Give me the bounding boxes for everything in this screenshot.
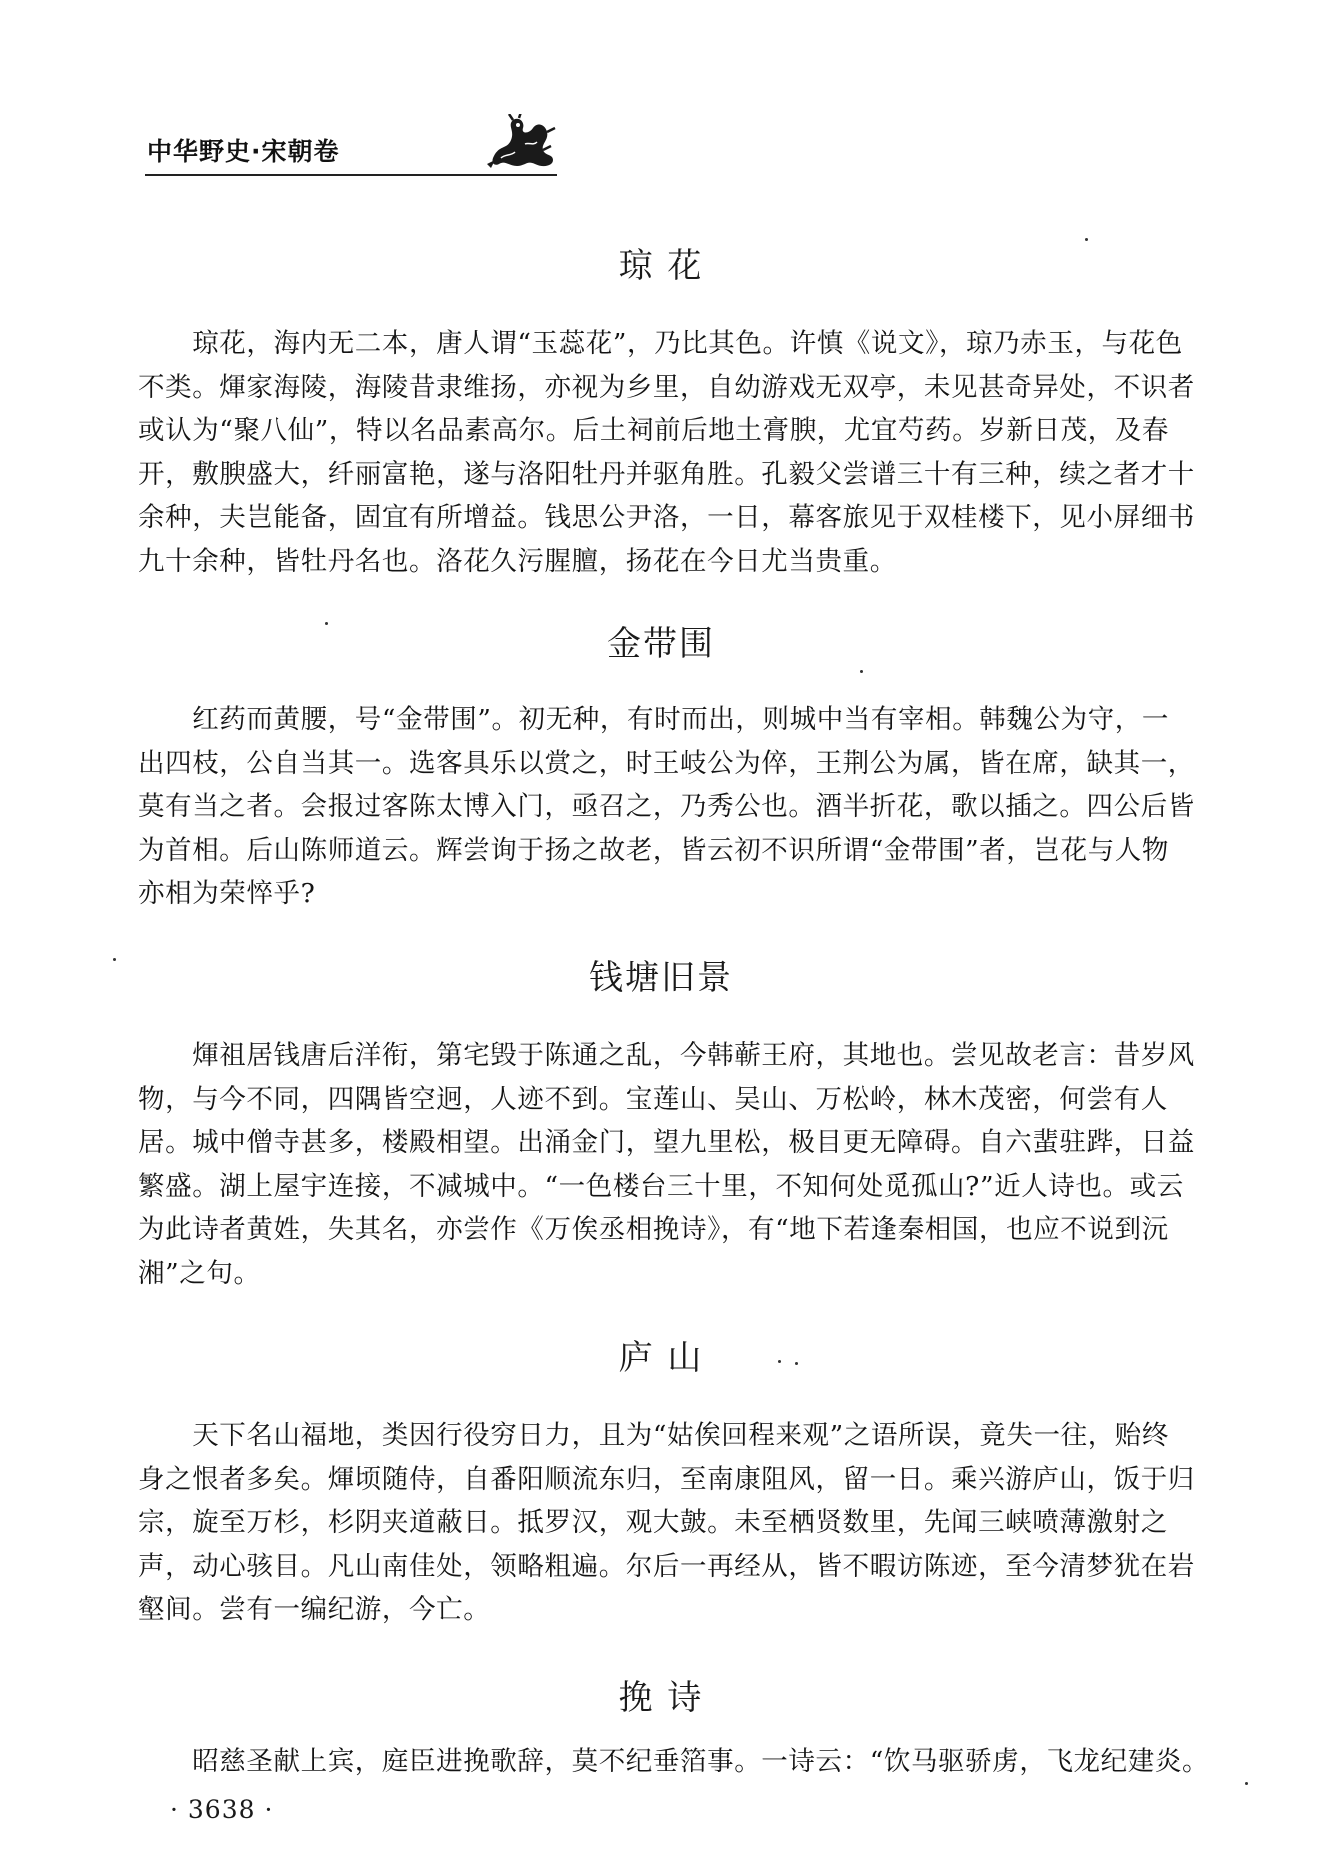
text-line: 身之恨者多矣。煇顷随侍，自番阳顺流东归，至南康阻风，留一日。乘兴游庐山，饭于归: [138, 1463, 1195, 1495]
text-line: 煇祖居钱唐后洋衔，第宅毁于陈通之乱，今韩蕲王府，其地也。尝见故老言：昔岁风: [138, 1040, 1195, 1071]
text-line: 莫有当之者。会报过客陈太博入门，亟召之，乃秀公也。酒半折花，歌以插之。四公后皆: [138, 791, 1195, 822]
text-line: 居。城中僧寺甚多，楼殿相望。出涌金门，望九里松，极目更无障碍。自六蜚驻跸，日益: [138, 1127, 1195, 1158]
text-line: 亦相为荣悴乎?: [138, 878, 316, 909]
section-title: 钱塘旧景: [589, 958, 733, 998]
text-line: 九十余种，皆牡丹名也。洛花久污腥膻，扬花在今日尤当贵重。: [138, 545, 897, 577]
text-line: 宗，旋至万杉，杉阴夹道蔽日。抵罗汉，观大皷。未至栖贤数里，先闻三峡喷薄激射之: [138, 1507, 1168, 1538]
scan-speck: [860, 670, 863, 673]
text-line: 壑间。尝有一编纪游，今亡。: [138, 1594, 491, 1625]
section-title: 金带围: [607, 624, 715, 664]
section-paragraph: [138, 1414, 1228, 1632]
text-line: 为首相。后山陈师道云。辉尝询于扬之故老，皆云初不识所谓“金带围”者，岂花与人物: [138, 834, 1169, 866]
text-line: 或认为“聚八仙”，特以名品素高尔。后土祠前后地土膏腴，尤宜芍药。岁新日茂，及春: [138, 415, 1169, 446]
section-paragraph: [138, 1034, 1228, 1295]
text-line: 物，与今不同，四隅皆空迥，人迹不到。宝莲山、吴山、万松岭，林木茂密，何尝有人: [138, 1083, 1168, 1115]
page-number: · 3638 ·: [170, 1795, 274, 1824]
scan-speck: [325, 622, 328, 625]
text-line: 声，动心骇目。凡山南佳处，领略粗遍。尔后一再经从，皆不暇访陈迹，至今清梦犹在岩: [138, 1550, 1195, 1582]
text-line: 昭慈圣献上宾，庭臣进挽歌辞，莫不纪垂箔事。一诗云：“饮马驱骄虏，飞龙纪建炎。: [138, 1746, 1210, 1777]
scan-speck: [113, 958, 116, 961]
text-line: 出四枝，公自当其一。选客具乐以赏之，时王岐公为倅，王荆公为属，皆在席，缺其一，: [138, 747, 1195, 779]
text-line: 红药而黄腰，号“金带围”。初无种，有时而出，则城中当有宰相。韩魏公为守，一: [138, 704, 1169, 735]
text-line: 不类。煇家海陵，海陵昔隶维扬，亦视为乡里，自幼游戏无双亭，未见甚奇异处，不识者: [138, 371, 1195, 403]
book-title: 中华野史·宋朝卷: [147, 137, 340, 166]
header-rule: [145, 174, 557, 176]
text-line: 开，敷腴盛大，纤丽富艳，遂与洛阳牡丹并驱角胜。孔毅父尝谱三十有三种，续之者才十: [138, 458, 1195, 490]
text-line: 天下名山福地，类因行役穷日力，且为“姑俟回程来观”之语所误，竟失一往，贻终: [138, 1420, 1169, 1451]
text-line: 湘”之句。: [138, 1257, 261, 1289]
text-line: 为此诗者黄姓，失其名，亦尝作《万俟丞相挽诗》，有“地下若逢秦相国，也应不说到沅: [138, 1214, 1169, 1245]
scan-speck: [1245, 1782, 1248, 1785]
dragon-icon: [485, 114, 557, 172]
section-paragraph: [138, 322, 1228, 583]
section-title: 庐 山: [618, 1338, 704, 1378]
section-title: 挽 诗: [618, 1678, 704, 1718]
scan-speck: [1085, 238, 1088, 241]
running-head: [145, 118, 557, 178]
section-title: 琼 花: [618, 246, 704, 286]
scan-speck: [795, 1362, 798, 1365]
text-line: 繁盛。湖上屋宇连接，不减城中。“一色楼台三十里，不知何处觅孤山?”近人诗也。或云: [138, 1170, 1184, 1202]
section-paragraph: [138, 698, 1228, 916]
scan-speck: [778, 1360, 781, 1363]
text-line: 琼花，海内无二本，唐人谓“玉蕊花”，乃比其色。许慎《说文》，琼乃赤玉，与花色: [138, 328, 1183, 359]
text-line: 余种，夫岂能备，固宜有所增益。钱思公尹洛，一日，幕客旅见于双桂楼下，见小屏细书: [138, 502, 1195, 533]
section-paragraph: [138, 1740, 1228, 1784]
